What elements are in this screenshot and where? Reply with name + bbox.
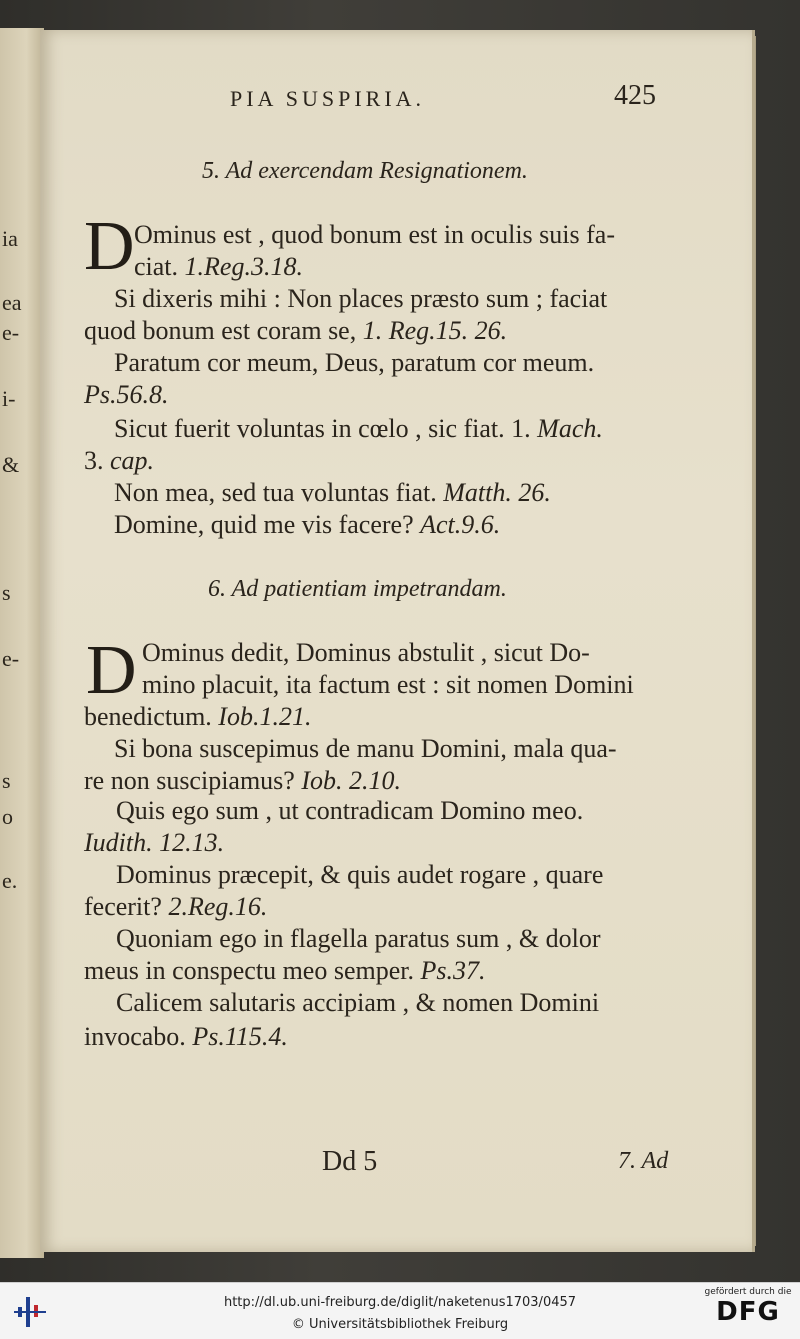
- dfg-logo-text: DFG: [716, 1297, 780, 1327]
- left-page-fragment: o: [2, 804, 13, 829]
- text-line: invocabo. Ps.115.4.: [84, 1022, 288, 1051]
- funder-logo: [704, 1287, 792, 1335]
- text-line: Domine, quid me vis facere? Act.9.6.: [114, 510, 501, 539]
- text-line: Si bona suscepimus de manu Domini, mala qua-: [114, 734, 617, 763]
- section-heading: 6. Ad patientiam impetrandam.: [208, 576, 507, 602]
- text-line: 3. cap.: [84, 446, 155, 475]
- drop-cap: D: [84, 208, 135, 285]
- section-heading: 5. Ad exercendam Resignationem.: [202, 158, 528, 184]
- text-line: Quis ego sum , ut contradicam Domino meo.: [116, 796, 584, 825]
- catchword: 7. Ad: [618, 1148, 669, 1174]
- left-page-fragment: ea: [2, 290, 22, 315]
- left-page-fragment: e-: [2, 646, 20, 671]
- page-number: 425: [614, 80, 656, 111]
- text-line: ciat. 1.Reg.3.18.: [134, 252, 303, 281]
- text-line: Ominus dedit, Dominus abstulit , sicut Do-: [142, 638, 590, 667]
- left-page-fragment: i-: [2, 386, 16, 411]
- text-line: Sicut fuerit voluntas in cœlo , sic fiat. 1. Mach.: [114, 414, 603, 443]
- text-line: Dominus præcepit, & quis audet rogare , quare: [116, 860, 604, 889]
- drop-cap: D: [86, 632, 137, 709]
- text-line: mino placuit, ita factum est : sit nomen Domini: [142, 670, 634, 699]
- text-line: Ominus est , quod bonum est in oculis suis fa-: [134, 220, 615, 249]
- running-head: PIA SUSPIRIA.: [230, 86, 426, 111]
- left-page-fragment: ia: [2, 226, 18, 251]
- footer-bar: [0, 1282, 800, 1339]
- text-line: Iudith. 12.13.: [84, 828, 225, 857]
- text-line: Non mea, sed tua voluntas fiat. Matth. 26.: [114, 478, 551, 507]
- text-line: Ps.56.8.: [84, 380, 169, 409]
- text-line: Calicem salutaris accipiam , & nomen Domini: [116, 988, 600, 1017]
- text-line: quod bonum est coram se, 1. Reg.15. 26.: [84, 316, 508, 345]
- text-line: Quoniam ego in flagella paratus sum , & dolor: [116, 924, 601, 953]
- text-line: meus in conspectu meo semper. Ps.37.: [84, 956, 486, 985]
- permalink[interactable]: http://dl.ub.uni-freiburg.de/diglit/naketenus1703/0457: [223, 1295, 577, 1310]
- left-page-fragment: e.: [2, 868, 18, 893]
- left-page-fragment: &: [2, 452, 20, 477]
- copyright-notice: © Universitätsbibliothek Freiburg: [291, 1317, 509, 1332]
- text-line: fecerit? 2.Reg.16.: [84, 892, 268, 921]
- text-line: benedictum. Iob.1.21.: [84, 702, 312, 731]
- text-line: re non suscipiamus? Iob. 2.10.: [84, 766, 402, 795]
- left-page-fragment: s: [2, 768, 11, 793]
- left-page-fragment: e-: [2, 320, 20, 345]
- left-page-fragment: s: [2, 580, 11, 605]
- funding-label: gefördert durch die: [704, 1287, 792, 1297]
- left-page-edge: [0, 28, 44, 1258]
- signature-mark: Dd 5: [322, 1146, 378, 1177]
- text-line: Paratum cor meum, Deus, paratum cor meum.: [114, 348, 595, 377]
- text-line: Si dixeris mihi : Non places præsto sum ; faciat: [114, 284, 608, 313]
